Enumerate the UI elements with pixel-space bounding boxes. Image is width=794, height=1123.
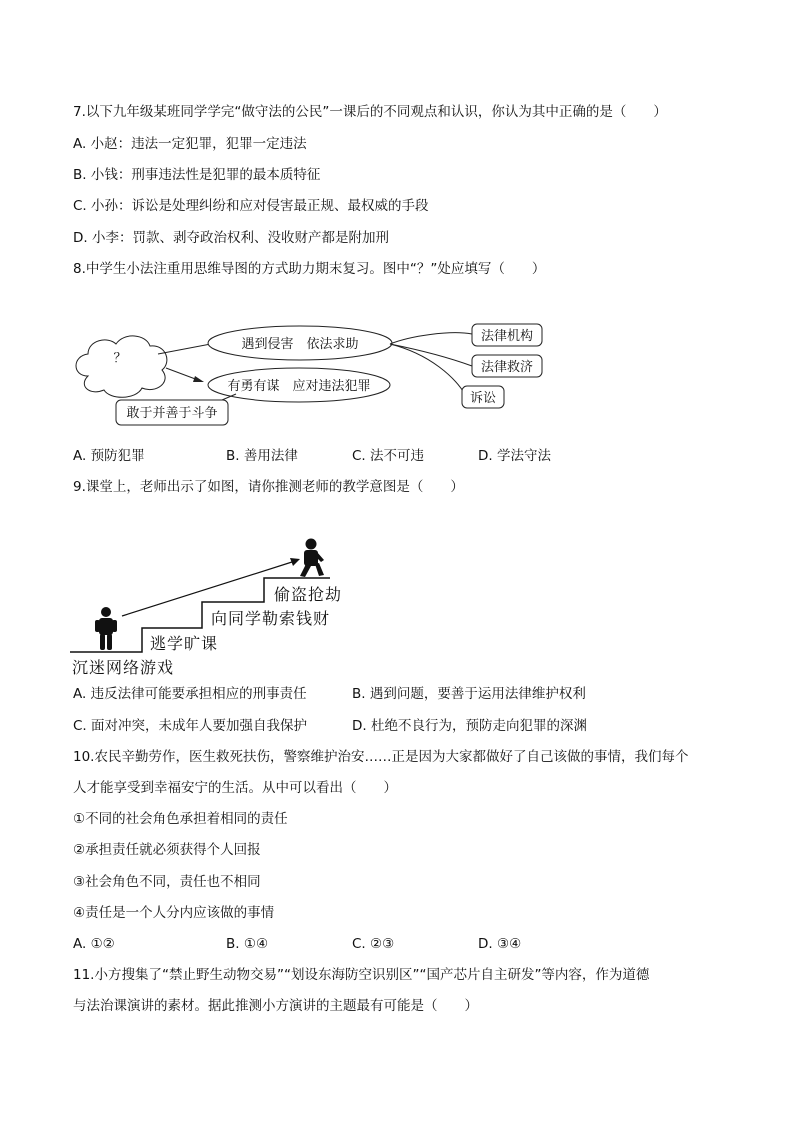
- q9-option-d: D. 杜绝不良行为，预防走向犯罪的深渊: [352, 718, 587, 734]
- q10-stem-line-1: 10.农民辛勤劳作，医生救死扶伤，警察维护治安……正是因为大家都做好了自己该做的事情，我们每个: [73, 749, 689, 765]
- q7-stem: 7.以下九年级某班同学学完“做守法的公民”一课后的不同观点和认识，你认为其中正确的是（ ）: [73, 104, 667, 120]
- q8-cloud: [76, 336, 167, 397]
- q9-stair-1: 沉迷网络游戏: [72, 658, 175, 677]
- q7-option-c: C. 小孙：诉讼是处理纠纷和应对侵害最正规、最权威的手段: [73, 198, 429, 214]
- q8-mind-map: [70, 318, 550, 433]
- q8-leaf-3-label: 诉讼: [469, 391, 497, 406]
- q10-stem-line-2: 人才能享受到幸福安宁的生活。从中可以看出（ ）: [73, 780, 397, 796]
- q8-option-d: D. 学法守法: [478, 448, 551, 464]
- q8-option-a: A. 预防犯罪: [73, 448, 145, 464]
- q9-stem: 9.课堂上，老师出示了如图，请你推测老师的教学意图是（ ）: [73, 479, 464, 495]
- q10-item-4: ④责任是一个人分内应该做的事情: [73, 905, 275, 921]
- q8-node-2-label: 有勇有谋 应对违法犯罪: [227, 379, 371, 394]
- q8-leaf-2-label: 法律救济: [480, 360, 534, 375]
- q8-node-1-label: 遇到侵害 依法求助: [241, 337, 359, 352]
- standing-person-icon: [95, 607, 117, 650]
- q8-option-b: B. 善用法律: [226, 448, 298, 464]
- q9-stair-3: 向同学勒索钱财: [211, 609, 331, 628]
- q7-option-a: A. 小赵：违法一定犯罪，犯罪一定违法: [73, 136, 307, 152]
- q10-item-3: ③社会角色不同，责任也不相同: [73, 874, 261, 890]
- q10-item-1: ①不同的社会角色承担着相同的责任: [73, 811, 288, 827]
- q8-node-3-label: 敢于并善于斗争: [126, 406, 218, 421]
- q10-item-2: ②承担责任就必须获得个人回报: [73, 842, 261, 858]
- q8-leaf-1-label: 法律机构: [480, 329, 534, 344]
- q10-option-a: A. ①②: [73, 936, 115, 952]
- q9-option-a: A. 违反法律可能要承担相应的刑事责任: [73, 686, 307, 702]
- q8-option-c: C. 法不可违: [352, 448, 425, 464]
- q11-stem-line-1: 11.小方搜集了“禁止野生动物交易”“划设东海防空识别区”“国产芯片自主研发”等内容，作为道德: [73, 967, 650, 983]
- q9-option-c: C. 面对冲突，未成年人要加强自我保护: [73, 718, 308, 734]
- walking-person-icon: [300, 539, 324, 578]
- q10-option-c: C. ②③: [352, 936, 395, 952]
- q10-option-d: D. ③④: [478, 936, 522, 952]
- q11-stem-line-2: 与法治课演讲的素材。据此推测小方演讲的主题最有可能是（ ）: [73, 998, 478, 1014]
- q9-stair-4: 偷盗抢劫: [274, 585, 343, 604]
- q8-cloud-mark: ？: [113, 351, 127, 366]
- q8-stem: 8.中学生小法注重用思维导图的方式助力期末复习。图中“？”处应填写（ ）: [73, 261, 546, 277]
- q7-option-b: B. 小钱：刑事违法性是犯罪的最本质特征: [73, 167, 321, 183]
- q9-stair-2: 逃学旷课: [150, 634, 219, 653]
- q9-option-b: B. 遇到问题，要善于运用法律维护权利: [352, 686, 586, 702]
- q10-option-b: B. ①④: [226, 936, 269, 952]
- q7-option-d: D. 小李：罚款、剥夺政治权利、没收财产都是附加刑: [73, 230, 389, 246]
